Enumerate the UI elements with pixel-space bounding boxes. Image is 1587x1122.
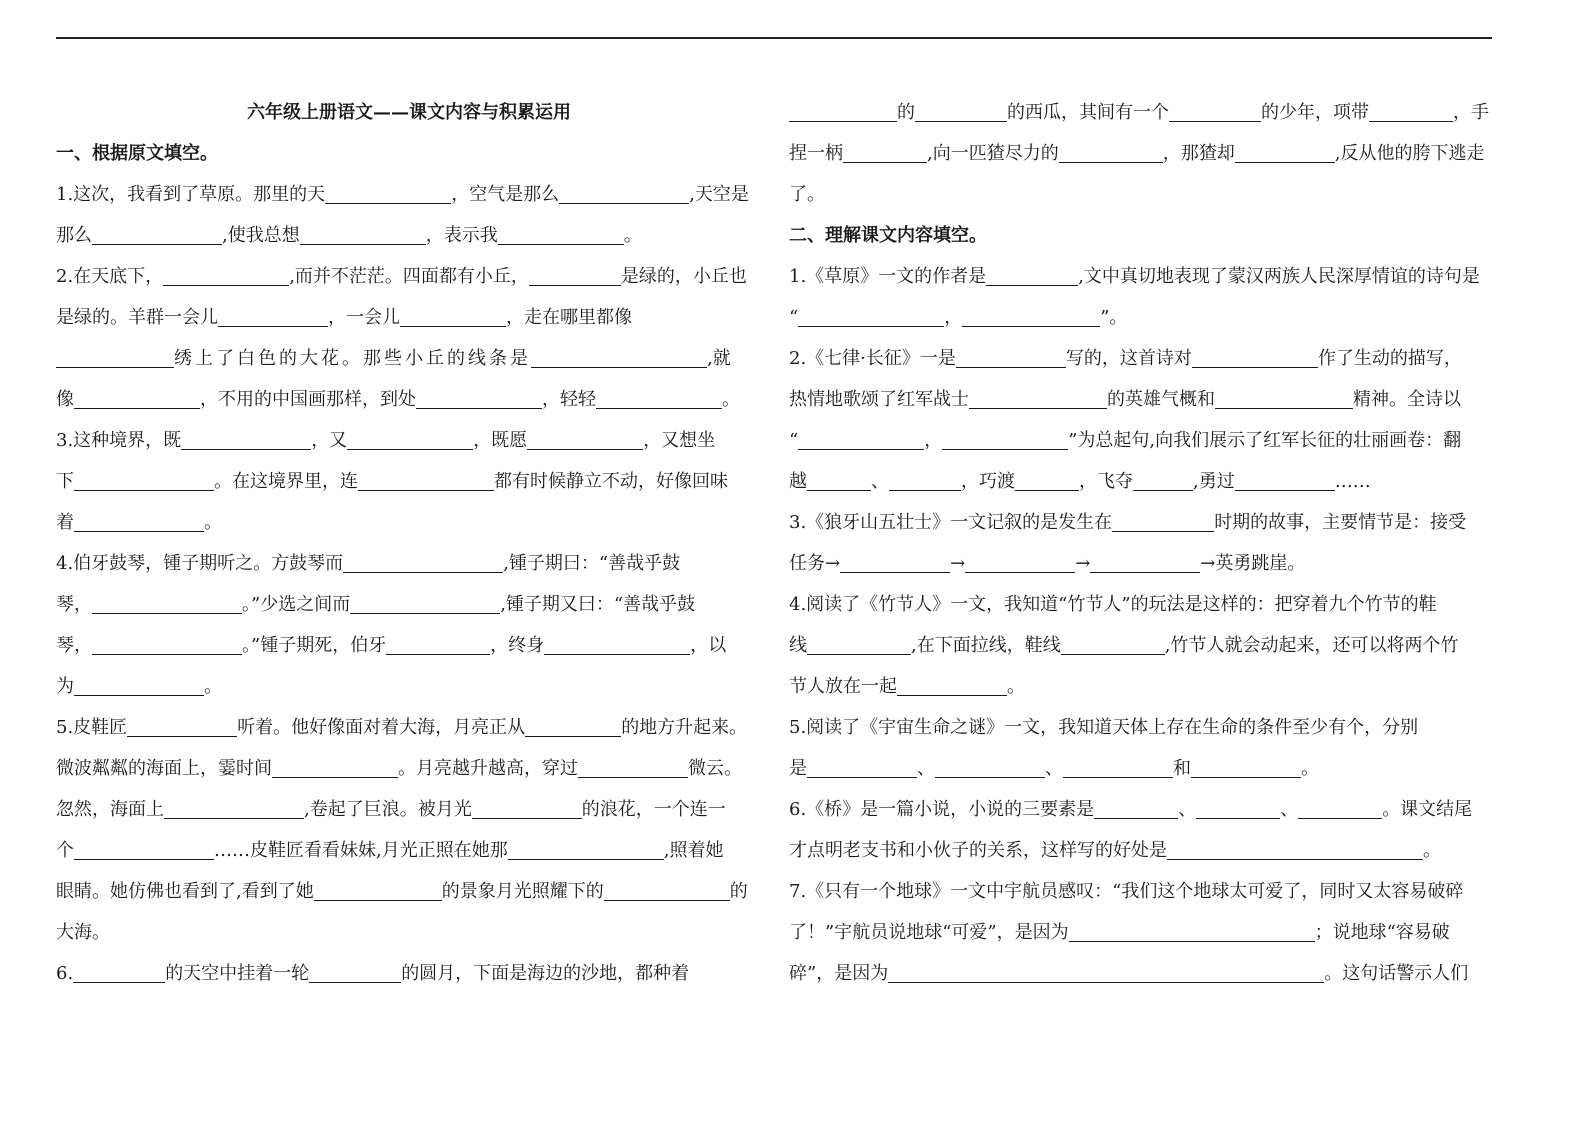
blank[interactable] [127, 714, 237, 737]
blank[interactable] [596, 386, 722, 409]
section-heading-1: 一、根据原文填空。 [56, 143, 218, 164]
text: 忽然，海面上 [56, 799, 164, 820]
text: ,向一匹猹尽力的 [927, 143, 1059, 164]
text: ，既愿 [473, 430, 528, 451]
question-2 [56, 256, 762, 420]
text: 是 [789, 758, 807, 779]
text: 大海。 [56, 922, 110, 943]
text: 。 [623, 225, 642, 246]
blank[interactable] [56, 345, 174, 368]
text: 微云。 [688, 758, 742, 779]
blank[interactable] [604, 878, 730, 901]
blank[interactable] [314, 878, 442, 901]
blank[interactable] [798, 304, 944, 327]
blank[interactable] [578, 755, 688, 778]
text: 的少年，项带 [1261, 102, 1369, 123]
text: ，又 [311, 430, 348, 451]
text: 。在这境界里，连 [214, 471, 358, 492]
text: 微波粼粼的海面上，霎时间 [56, 758, 272, 779]
blank[interactable] [529, 263, 621, 286]
text: ,就 [707, 348, 731, 369]
text: 、 [1280, 799, 1299, 820]
blank[interactable] [164, 796, 304, 819]
blank[interactable] [1167, 837, 1423, 860]
text: ,文中真切地表现了蒙汉两族人民深厚情谊的诗句是 [1078, 266, 1480, 287]
text: 4.阅读了《竹节人》一文，我知道“竹节人”的玩法是这样的：把穿着九个竹节的鞋 [789, 594, 1437, 615]
text: ,锺子期曰：“善哉乎鼓 [503, 553, 681, 574]
blank[interactable] [92, 591, 242, 614]
text: 线 [789, 635, 807, 656]
blank[interactable] [807, 755, 917, 778]
text: 3.《狼牙山五壮士》一文记叙的是发生在 [789, 512, 1113, 533]
text: ，那猹却 [1162, 143, 1235, 164]
blank[interactable] [525, 714, 621, 737]
blank[interactable] [1015, 468, 1079, 491]
text: ， [924, 430, 943, 451]
r-question-7 [789, 871, 1494, 994]
text: 眼睛。她仿佛也看到了,看到了她 [56, 881, 314, 902]
text: ,而并不茫茫。四面都有小丘， [289, 266, 529, 287]
r-question-3 [789, 502, 1494, 584]
question-6-continued [789, 92, 1494, 215]
r-question-6 [789, 789, 1494, 871]
right-column [789, 92, 1494, 994]
text: →英勇跳崖。 [1200, 553, 1306, 574]
text: “ [789, 307, 799, 328]
text: 节人放在一起 [789, 676, 897, 697]
text: ,竹节人就会动起来，还可以将两个竹 [1164, 635, 1459, 656]
text: ，一会儿 [328, 307, 400, 328]
text: → [1075, 553, 1091, 574]
blank[interactable] [400, 304, 506, 327]
blank[interactable] [789, 99, 897, 122]
blank[interactable] [92, 222, 222, 245]
r-question-5 [789, 707, 1494, 789]
blank[interactable] [1094, 796, 1178, 819]
text: 。”少选之间而 [242, 594, 351, 615]
text: 、 [1045, 758, 1063, 779]
text: ，巧渡 [961, 471, 1015, 492]
text: 捏一柄 [789, 143, 843, 164]
text: ；说地球“容易破 [1314, 922, 1450, 943]
text: “ [789, 430, 799, 451]
blank[interactable] [986, 263, 1078, 286]
text: 4.伯牙鼓琴，锺子期听之。方鼓琴而 [56, 553, 344, 574]
text: 。 [204, 512, 222, 533]
text: ，轻轻 [542, 389, 596, 410]
blank[interactable] [386, 632, 490, 655]
text: 1.这次，我看到了草原。那里的天 [56, 184, 326, 205]
left-column [56, 92, 762, 994]
text: 都有时候静立不动，好像回味 [494, 471, 728, 492]
blank[interactable] [181, 427, 311, 450]
blank[interactable] [472, 796, 582, 819]
blank[interactable] [74, 509, 204, 532]
blank[interactable] [350, 591, 500, 614]
text: 越 [789, 471, 807, 492]
blank[interactable] [807, 468, 871, 491]
blank[interactable] [74, 468, 214, 491]
blank[interactable] [1090, 550, 1200, 573]
blank[interactable] [1215, 386, 1353, 409]
blank[interactable] [1192, 345, 1318, 368]
text: 的西瓜，其间有一个 [1007, 102, 1169, 123]
text: 才点明老支书和小伙子的关系，这样写的好处是 [789, 840, 1167, 861]
question-4 [56, 543, 762, 707]
blank[interactable] [889, 468, 961, 491]
text: 5.阅读了《宇宙生命之谜》一文，我知道天体上存在生命的条件至少有个，分别 [789, 717, 1419, 738]
blank[interactable] [969, 386, 1107, 409]
text: 为 [56, 676, 74, 697]
text: ，不用的中国画那样，到处 [200, 389, 416, 410]
text: ……皮鞋匠看看妹妹,月光正照在她那 [214, 840, 508, 861]
text: ，手 [1453, 102, 1489, 123]
text: 、 [871, 471, 889, 492]
blank[interactable] [498, 222, 624, 245]
blank[interactable] [840, 550, 950, 573]
text: ,锺子期又曰：“善哉乎鼓 [500, 594, 696, 615]
blank[interactable] [358, 468, 494, 491]
blank[interactable] [1235, 140, 1335, 163]
text: ,使我总想 [222, 225, 300, 246]
text: 。 [1007, 676, 1025, 697]
blank[interactable] [915, 99, 1007, 122]
top-rule [56, 37, 1492, 39]
blank[interactable] [962, 304, 1100, 327]
question-5 [56, 707, 762, 953]
text: 琴， [56, 635, 92, 656]
blank[interactable] [1196, 796, 1280, 819]
text: 的天空中挂着一轮 [165, 963, 310, 984]
r-question-1 [789, 256, 1494, 338]
text: ，飞夺 [1079, 471, 1133, 492]
text: ，表示我 [425, 225, 498, 246]
blank[interactable] [888, 960, 1324, 983]
blank[interactable] [416, 386, 542, 409]
text: 的 [897, 102, 915, 123]
text: ”。 [1100, 307, 1128, 328]
blank[interactable] [92, 632, 242, 655]
blank[interactable] [843, 140, 927, 163]
text: ，又想坐 [643, 430, 716, 451]
question-3 [56, 420, 762, 543]
text: 了！”宇航员说地球“可爱”，是因为 [789, 922, 1069, 943]
text: 的圆月，下面是海边的沙地，都种着 [401, 963, 690, 984]
blank[interactable] [508, 837, 664, 860]
text: 3.这种境界，既 [56, 430, 182, 451]
text: 作了生动的描写， [1317, 348, 1462, 369]
blank[interactable] [300, 222, 426, 245]
text: ,在下面拉线，鞋线 [911, 635, 1061, 656]
text: 是绿的。羊群一会儿 [56, 307, 218, 328]
text: 的 [729, 881, 748, 902]
blank[interactable] [1169, 99, 1261, 122]
text: 热情地歌颂了红军战士 [789, 389, 969, 410]
text: 。 [722, 389, 740, 410]
text: ,照着她 [663, 840, 724, 861]
blank[interactable] [347, 427, 473, 450]
blank[interactable] [325, 181, 451, 204]
blank[interactable] [74, 837, 214, 860]
text: 、 [917, 758, 935, 779]
text: 任务→ [789, 553, 841, 574]
text: 了。 [789, 184, 825, 205]
blank[interactable] [1133, 468, 1193, 491]
question-1 [56, 174, 762, 256]
page-title: 六年级上册语文——课文内容与积累运用 [247, 102, 571, 123]
text: ，走在哪里都像 [506, 307, 632, 328]
text: 2.《七律·长征》一是 [789, 348, 956, 369]
r-question-4 [789, 584, 1494, 707]
blank[interactable] [807, 632, 911, 655]
blank[interactable] [1369, 99, 1453, 122]
text: 那么 [56, 225, 92, 246]
blank[interactable] [965, 550, 1075, 573]
text: ”为总起句,向我们展示了红军长征的壮丽画卷：翻 [1068, 430, 1462, 451]
text: 碎”，是因为 [789, 963, 889, 984]
blank[interactable] [74, 386, 200, 409]
text: 写的，这首诗对 [1065, 348, 1192, 369]
text: 6. [56, 963, 74, 984]
text: ,勇过 [1193, 471, 1235, 492]
text: 5.皮鞋匠 [56, 717, 128, 738]
blank[interactable] [163, 263, 289, 286]
text: 。课文结尾 [1382, 799, 1473, 820]
section-heading-2: 二、理解课文内容填空。 [789, 225, 987, 246]
blank[interactable] [272, 755, 398, 778]
blank[interactable] [1191, 755, 1301, 778]
text: 绣上了白色的大花。那些小丘的线条是 [174, 348, 531, 369]
text: 。月亮越升越高，穿过 [398, 758, 578, 779]
text: 的景象月光照耀下的 [441, 881, 604, 902]
text: → [950, 553, 966, 574]
text: ，空气是那么 [451, 184, 560, 205]
question-6 [56, 953, 762, 994]
blank[interactable] [527, 427, 643, 450]
text: 。 [1423, 840, 1441, 861]
blank[interactable] [1063, 755, 1173, 778]
blank[interactable] [942, 427, 1068, 450]
text: 像 [56, 389, 74, 410]
text: 个 [56, 840, 74, 861]
blank[interactable] [309, 960, 401, 983]
blank[interactable] [343, 550, 503, 573]
text: 的地方升起来。 [621, 717, 748, 738]
r-question-2 [789, 338, 1494, 502]
text: 1.《草原》一文的作者是 [789, 266, 987, 287]
text: 时期的故事，主要情节是：接受 [1214, 512, 1467, 533]
text: 的英雄气概和 [1107, 389, 1215, 410]
blank[interactable] [544, 632, 690, 655]
blank[interactable] [559, 181, 689, 204]
blank[interactable] [218, 304, 328, 327]
text: 听着。他好像面对着大海，月亮正从 [237, 717, 526, 738]
blank[interactable] [935, 755, 1045, 778]
blank[interactable] [1235, 468, 1335, 491]
text: 。 [204, 676, 222, 697]
blank[interactable] [73, 960, 165, 983]
text: …… [1334, 471, 1371, 492]
text: 2.在天底下， [56, 266, 164, 287]
text: 。这句话警示人们 [1324, 963, 1469, 984]
text: 、 [1178, 799, 1197, 820]
text: 和 [1173, 758, 1191, 779]
blank[interactable] [1061, 632, 1165, 655]
blank[interactable] [798, 427, 924, 450]
text: 7.《只有一个地球》一文中宇航员感叹：“我们这个地球太可爱了，同时又太容易破碎 [789, 881, 1464, 902]
blank[interactable] [1059, 140, 1163, 163]
text: 精神。全诗以 [1353, 389, 1461, 410]
text: 6.《桥》是一篇小说，小说的三要素是 [789, 799, 1095, 820]
text: 。 [1301, 758, 1319, 779]
text: ,天空是 [689, 184, 749, 205]
text: 琴， [56, 594, 92, 615]
text: 下 [56, 471, 74, 492]
text: 。”锺子期死，伯牙 [242, 635, 387, 656]
blank[interactable] [897, 673, 1007, 696]
text: ， [944, 307, 963, 328]
text: ,卷起了巨浪。被月光 [304, 799, 472, 820]
blank[interactable] [1298, 796, 1382, 819]
blank[interactable] [74, 673, 204, 696]
text: 着 [56, 512, 74, 533]
text: ，终身 [490, 635, 545, 656]
text: ，以 [690, 635, 727, 656]
blank[interactable] [1069, 919, 1315, 942]
blank[interactable] [956, 345, 1066, 368]
blank[interactable] [1112, 509, 1214, 532]
text: 是绿的，小丘也 [620, 266, 747, 287]
text: 的浪花，一个连一 [581, 799, 726, 820]
text: ,反从他的胯下逃走 [1334, 143, 1485, 164]
blank[interactable] [531, 345, 707, 368]
